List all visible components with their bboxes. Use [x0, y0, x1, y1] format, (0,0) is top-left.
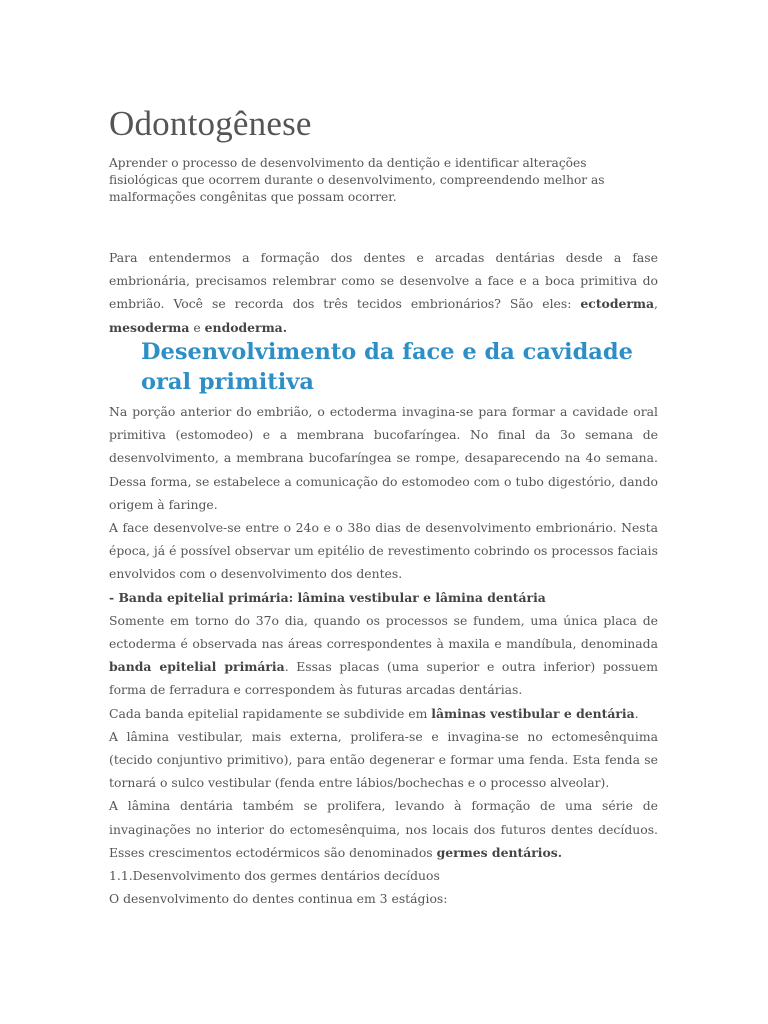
paragraph-text: . Essas placas (uma superior e outra inferior) possuem forma de ferradura e correspondem às futuras arcadas dentárias.	[109, 659, 658, 698]
paragraph-intro-tissues	[109, 246, 658, 339]
paragraph-lamina-vestibular: A lâmina vestibular, mais externa, prolifera-se e invagina-se no ectomesênquima (tecido conjuntivo primitivo), para então degenerar e formar uma fenda. Esta fenda se tornará o sulco vestibular (fenda entre lábios/bochechas e o processo alveolar).	[109, 728, 658, 791]
paragraph-oral-cavity: Na porção anterior do embrião, o ectoderma invagina-se para formar a cavidade oral primitiva (estomodeo) e a membrana bucofaríngea. No final da 3o semana de desenvolvimento, a membrana bucofaríngea se rompe, desaparecendo na 4o semana. Dessa forma, se estabelece a comunicação do estomodeo com o tubo digestório, dando origem à faringe.	[109, 404, 658, 512]
subsection-title: 1.1.Desenvolvimento dos germes dentários decíduos	[109, 868, 440, 884]
separator-text: e	[189, 319, 205, 335]
paragraph-subdivision	[109, 702, 658, 725]
paragraph-text: Somente em torno do 37o dia, quando os processos se fundem, uma única placa de ectoderma é observada nas áreas correspondentes à maxila e mandíbula, denominada	[109, 612, 658, 652]
bold-term-germes: germes dentários.	[436, 844, 563, 860]
intro-text: Aprender o processo de desenvolvimento da dentição e identificar alterações fisiológicas que ocorrem durante o desenvolvimento, compreendendo melhor as malformações congênitas que possam ocorrer.	[109, 156, 605, 204]
page-title: Odontogênese	[109, 104, 312, 143]
paragraph-text: Cada banda epitelial rapidamente se subdivide em	[109, 705, 432, 721]
bold-term-banda: banda epitelial primária	[109, 659, 285, 675]
paragraph-face-development: A face desenvolve-se entre o 24o e o 38o dias de desenvolvimento embrionário. Nesta época, já é possível observar um epitélio de revestimento cobrindo os processos faciais envolvidos com o desenvolvimento dos dentes.	[109, 520, 658, 582]
section-body	[109, 400, 658, 910]
bold-term-ectoderma: ectoderma	[580, 296, 655, 312]
bold-term-endoderma: endoderma.	[204, 319, 288, 335]
paragraph-stages: O desenvolvimento do dentes continua em 3 estágios:	[109, 891, 448, 907]
paragraph-text: Para entendermos a formação dos dentes e arcadas dentárias desde a fase embrionária, precisamos relembrar como se desenvolve a face e a boca primitiva do embrião. Você se recorda dos três tecidos embrionários? São eles:	[109, 250, 658, 312]
paragraph-text: .	[634, 705, 639, 721]
section-heading: Desenvolvimento da face e da cavidade oral primitiva	[141, 339, 633, 395]
bold-term-mesoderma: mesoderma	[109, 319, 190, 335]
subheading-banda-epitelial: - Banda epitelial primária: lâmina vestibular e lâmina dentária	[109, 589, 546, 605]
separator-text: ,	[654, 296, 658, 312]
bold-term-laminas: lâminas vestibular e dentária	[431, 705, 635, 721]
paragraph-lamina-dentaria	[109, 794, 658, 864]
paragraph-text: A lâmina dentária também se prolifera, levando à formação de uma série de invaginações no interior do ectomesênquima, nos locais dos futuros dentes decíduos. Esses crescimentos ectodérmicos são denominados	[109, 798, 658, 860]
paragraph-banda-epitelial	[109, 609, 658, 702]
